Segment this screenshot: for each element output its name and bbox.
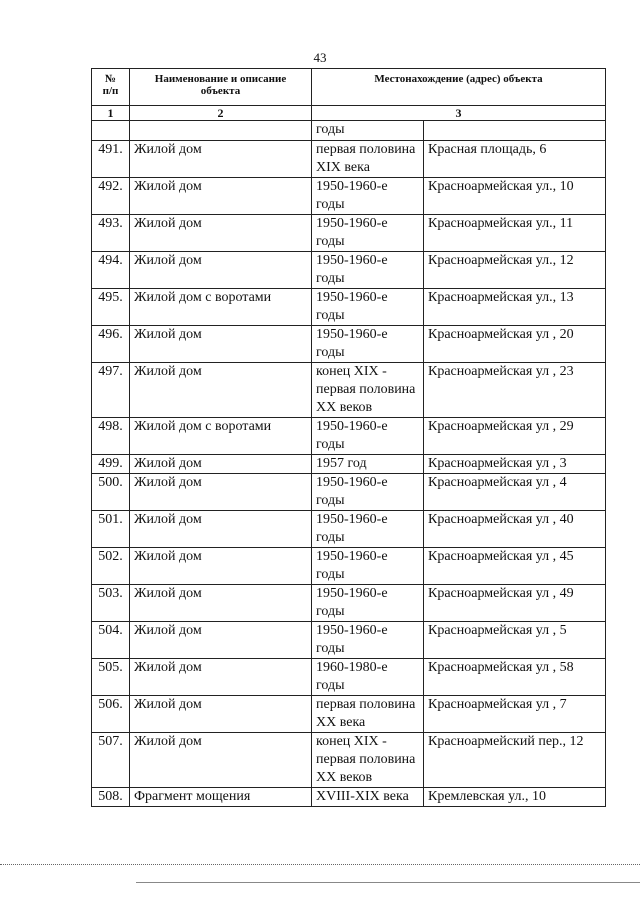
row-period: 1960-1980-е годы (312, 659, 424, 696)
table-row (92, 252, 606, 289)
table-header-row (92, 69, 606, 106)
index-col-2: 2 (130, 106, 312, 121)
scan-edge-line (136, 882, 640, 884)
row-name: Жилой дом с воротами (130, 289, 312, 326)
row-address: Красноармейская ул , 49 (424, 585, 606, 622)
row-name: Жилой дом (130, 659, 312, 696)
table-row (92, 696, 606, 733)
row-period: 1957 год (312, 455, 424, 474)
row-number: 491. (92, 141, 130, 178)
row-address: Красноармейская ул , 3 (424, 455, 606, 474)
row-name: Жилой дом (130, 141, 312, 178)
continuation-row (92, 121, 606, 141)
header-location: Местонахождение (адрес) объекта (312, 69, 606, 106)
row-number: 503. (92, 585, 130, 622)
row-name: Жилой дом (130, 548, 312, 585)
row-address: Красная площадь, 6 (424, 141, 606, 178)
row-address: Красноармейская ул , 20 (424, 326, 606, 363)
row-name: Жилой дом (130, 252, 312, 289)
row-period: 1950-1960-е годы (312, 548, 424, 585)
table-row (92, 511, 606, 548)
table-row (92, 788, 606, 807)
header-name: Наименование и описание объекта (130, 69, 312, 106)
scan-edge-dotted (0, 864, 640, 866)
row-period: 1950-1960-е годы (312, 622, 424, 659)
row-name: Жилой дом (130, 733, 312, 788)
continuation-text: годы (312, 121, 424, 141)
table-row (92, 622, 606, 659)
row-address: Красноармейская ул., 11 (424, 215, 606, 252)
row-address: Красноармейская ул , 23 (424, 363, 606, 418)
row-period: 1950-1960-е годы (312, 252, 424, 289)
row-name: Жилой дом с воротами (130, 418, 312, 455)
row-period: 1950-1960-е годы (312, 215, 424, 252)
row-name: Жилой дом (130, 511, 312, 548)
row-period: конец XIX - первая половина XX веков (312, 363, 424, 418)
header-number: № п/п (92, 69, 130, 106)
row-number: 502. (92, 548, 130, 585)
row-period: 1950-1960-е годы (312, 585, 424, 622)
row-name: Жилой дом (130, 622, 312, 659)
row-name: Фрагмент мощения (130, 788, 312, 807)
table-row (92, 326, 606, 363)
row-name: Жилой дом (130, 474, 312, 511)
row-period: 1950-1960-е годы (312, 326, 424, 363)
row-period: 1950-1960-е годы (312, 289, 424, 326)
page-number: 43 (313, 50, 327, 65)
table-row (92, 585, 606, 622)
row-address: Красноармейская ул , 29 (424, 418, 606, 455)
row-address: Красноармейская ул , 40 (424, 511, 606, 548)
index-col-3: 3 (312, 106, 606, 121)
table-row (92, 215, 606, 252)
table-row (92, 659, 606, 696)
row-number: 507. (92, 733, 130, 788)
row-address: Красноармейская ул., 12 (424, 252, 606, 289)
table-row (92, 363, 606, 418)
row-number: 493. (92, 215, 130, 252)
row-period: конец XIX - первая половина XX веков (312, 733, 424, 788)
row-name: Жилой дом (130, 696, 312, 733)
row-address: Красноармейская ул , 4 (424, 474, 606, 511)
row-address: Красноармейская ул., 13 (424, 289, 606, 326)
table-row (92, 289, 606, 326)
row-period: первая половина XX века (312, 696, 424, 733)
row-number: 501. (92, 511, 130, 548)
row-number: 496. (92, 326, 130, 363)
row-number: 498. (92, 418, 130, 455)
row-name: Жилой дом (130, 455, 312, 474)
table-row (92, 548, 606, 585)
row-period: XVIII-XIX века (312, 788, 424, 807)
row-number: 504. (92, 622, 130, 659)
row-name: Жилой дом (130, 585, 312, 622)
row-name: Жилой дом (130, 363, 312, 418)
row-number: 508. (92, 788, 130, 807)
row-number: 492. (92, 178, 130, 215)
row-address: Красноармейская ул , 5 (424, 622, 606, 659)
row-period: 1950-1960-е годы (312, 474, 424, 511)
row-number: 500. (92, 474, 130, 511)
table-index-row (92, 106, 606, 121)
row-number: 497. (92, 363, 130, 418)
table-row (92, 474, 606, 511)
table-row (92, 733, 606, 788)
row-address: Красноармейская ул , 45 (424, 548, 606, 585)
row-period: 1950-1960-е годы (312, 418, 424, 455)
row-address: Кремлевская ул., 10 (424, 788, 606, 807)
row-period: 1950-1960-е годы (312, 178, 424, 215)
index-col-1: 1 (92, 106, 130, 121)
heritage-objects-table (91, 68, 606, 807)
row-number: 499. (92, 455, 130, 474)
row-number: 506. (92, 696, 130, 733)
row-address: Красноармейская ул , 58 (424, 659, 606, 696)
table-row (92, 141, 606, 178)
row-address: Красноармейская ул., 10 (424, 178, 606, 215)
row-address: Красноармейская ул , 7 (424, 696, 606, 733)
row-number: 505. (92, 659, 130, 696)
row-name: Жилой дом (130, 178, 312, 215)
row-number: 494. (92, 252, 130, 289)
row-number: 495. (92, 289, 130, 326)
row-name: Жилой дом (130, 215, 312, 252)
row-name: Жилой дом (130, 326, 312, 363)
table-row (92, 455, 606, 474)
table-row (92, 418, 606, 455)
row-period: 1950-1960-е годы (312, 511, 424, 548)
row-address: Красноармейский пер., 12 (424, 733, 606, 788)
row-period: первая половина XIX века (312, 141, 424, 178)
table-row (92, 178, 606, 215)
